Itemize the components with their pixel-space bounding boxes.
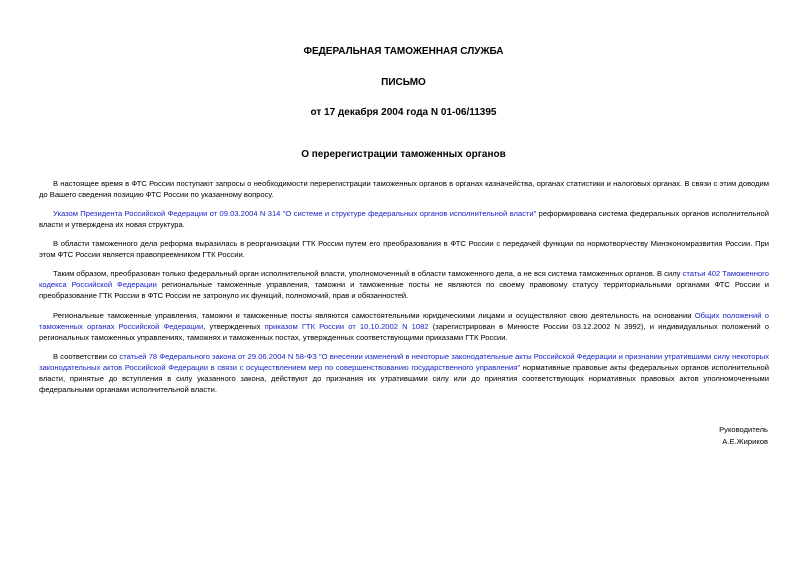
paragraph-6 bbox=[39, 351, 769, 395]
signature-name: А.Е.Жириков bbox=[722, 437, 768, 446]
paragraph-4 bbox=[39, 268, 769, 301]
link-customs-code-art-402[interactable]: статьи 402 Таможенного кодекса Российской Федерации bbox=[39, 269, 769, 289]
document-date-number: от 17 декабря 2004 года N 01-06/11395 bbox=[310, 107, 497, 118]
paragraph-4-text-1: Таким образом, преобразован только федеральный орган исполнительной власти, уполномоченный в области таможенного дела, а не вся система таможенных органов. В силу bbox=[53, 269, 683, 278]
agency-title: ФЕДЕРАЛЬНАЯ ТАМОЖЕННАЯ СЛУЖБА bbox=[303, 46, 504, 57]
paragraph-1: В настоящее время в ФТС России поступают запросы о необходимости перерегистрации таможенных органов в органах казначейства, органах статистики и налоговых органах. В связи с этим доводим до Вашего сведения позицию ФТС России по указанному вопросу. bbox=[39, 179, 769, 199]
paragraph-5-text-3: (зарегистрирован в Минюсте России 03.12.2002 N 3992), и индивидуальных положений о региональных таможенных управлениях, таможнях и таможенных постах, утвержденных соответствующими приказами ГТК России. bbox=[39, 322, 769, 342]
link-decree-314[interactable]: Указом Президента Российской Федерации от 09.03.2004 N 314 "О системе и структуре федеральных органов исполнительной власти" bbox=[53, 209, 537, 218]
link-general-provisions[interactable]: Общих положений о таможенных органах Российской Федерации bbox=[39, 311, 769, 331]
paragraph-6-text-2: нормативные правовые акты федеральных органов исполнительной власти, принятые до вступления в силу указанного закона, действуют до признания их утратившими силу или до принятия соответствующих нормативных правовых актов уполномоченными федеральными органами исполнительной власти. bbox=[39, 363, 769, 394]
document-type: ПИСЬМО bbox=[381, 77, 426, 88]
paragraph-2-text: реформирована система федеральных органов исполнительной власти и утверждена их новая структура. bbox=[39, 209, 770, 229]
paragraph-6-text-1: В соответствии со bbox=[53, 352, 120, 361]
document-subject: О перерегистрации таможенных органов bbox=[301, 149, 506, 160]
paragraph-2 bbox=[39, 208, 769, 230]
paragraph-5 bbox=[39, 310, 769, 343]
link-federal-law-58[interactable]: статьей 78 Федерального закона от 29.06.2004 N 58-ФЗ "О внесении изменений в некоторые законодательные акты Российской Федерации и признании утратившими силу некоторых законодательных актов Российской Федерации в связи с осуществлением мер по совершенствованию государственного управления" bbox=[39, 352, 769, 372]
paragraph-3: В области таможенного дела реформа выразилась в реорганизации ГТК России путем его преобразования в ФТС России с передачей функции по нормотворчеству Минэкономразвития России. При этом ФТС России является правопреемником ГТК России. bbox=[39, 239, 769, 259]
paragraph-4-text-2: региональные таможенные управления, таможни и таможенные посты не являются по своему правовому статусу территориальными органами ФТС России и преобразование ГТК России в ФТС России не затронуло их функций, полномочий, прав и обязанностей. bbox=[39, 280, 770, 300]
link-order-1082[interactable]: приказом ГТК России от 10.10.2002 N 1082 bbox=[264, 322, 429, 331]
paragraph-5-text-1: Региональные таможенные управления, таможни и таможенные посты являются самостоятельными юридическими лицами и осуществляют свою деятельность на основании bbox=[53, 311, 695, 320]
paragraph-5-text-2: , утвержденных bbox=[203, 322, 265, 331]
signature-title: Руководитель bbox=[719, 425, 768, 434]
